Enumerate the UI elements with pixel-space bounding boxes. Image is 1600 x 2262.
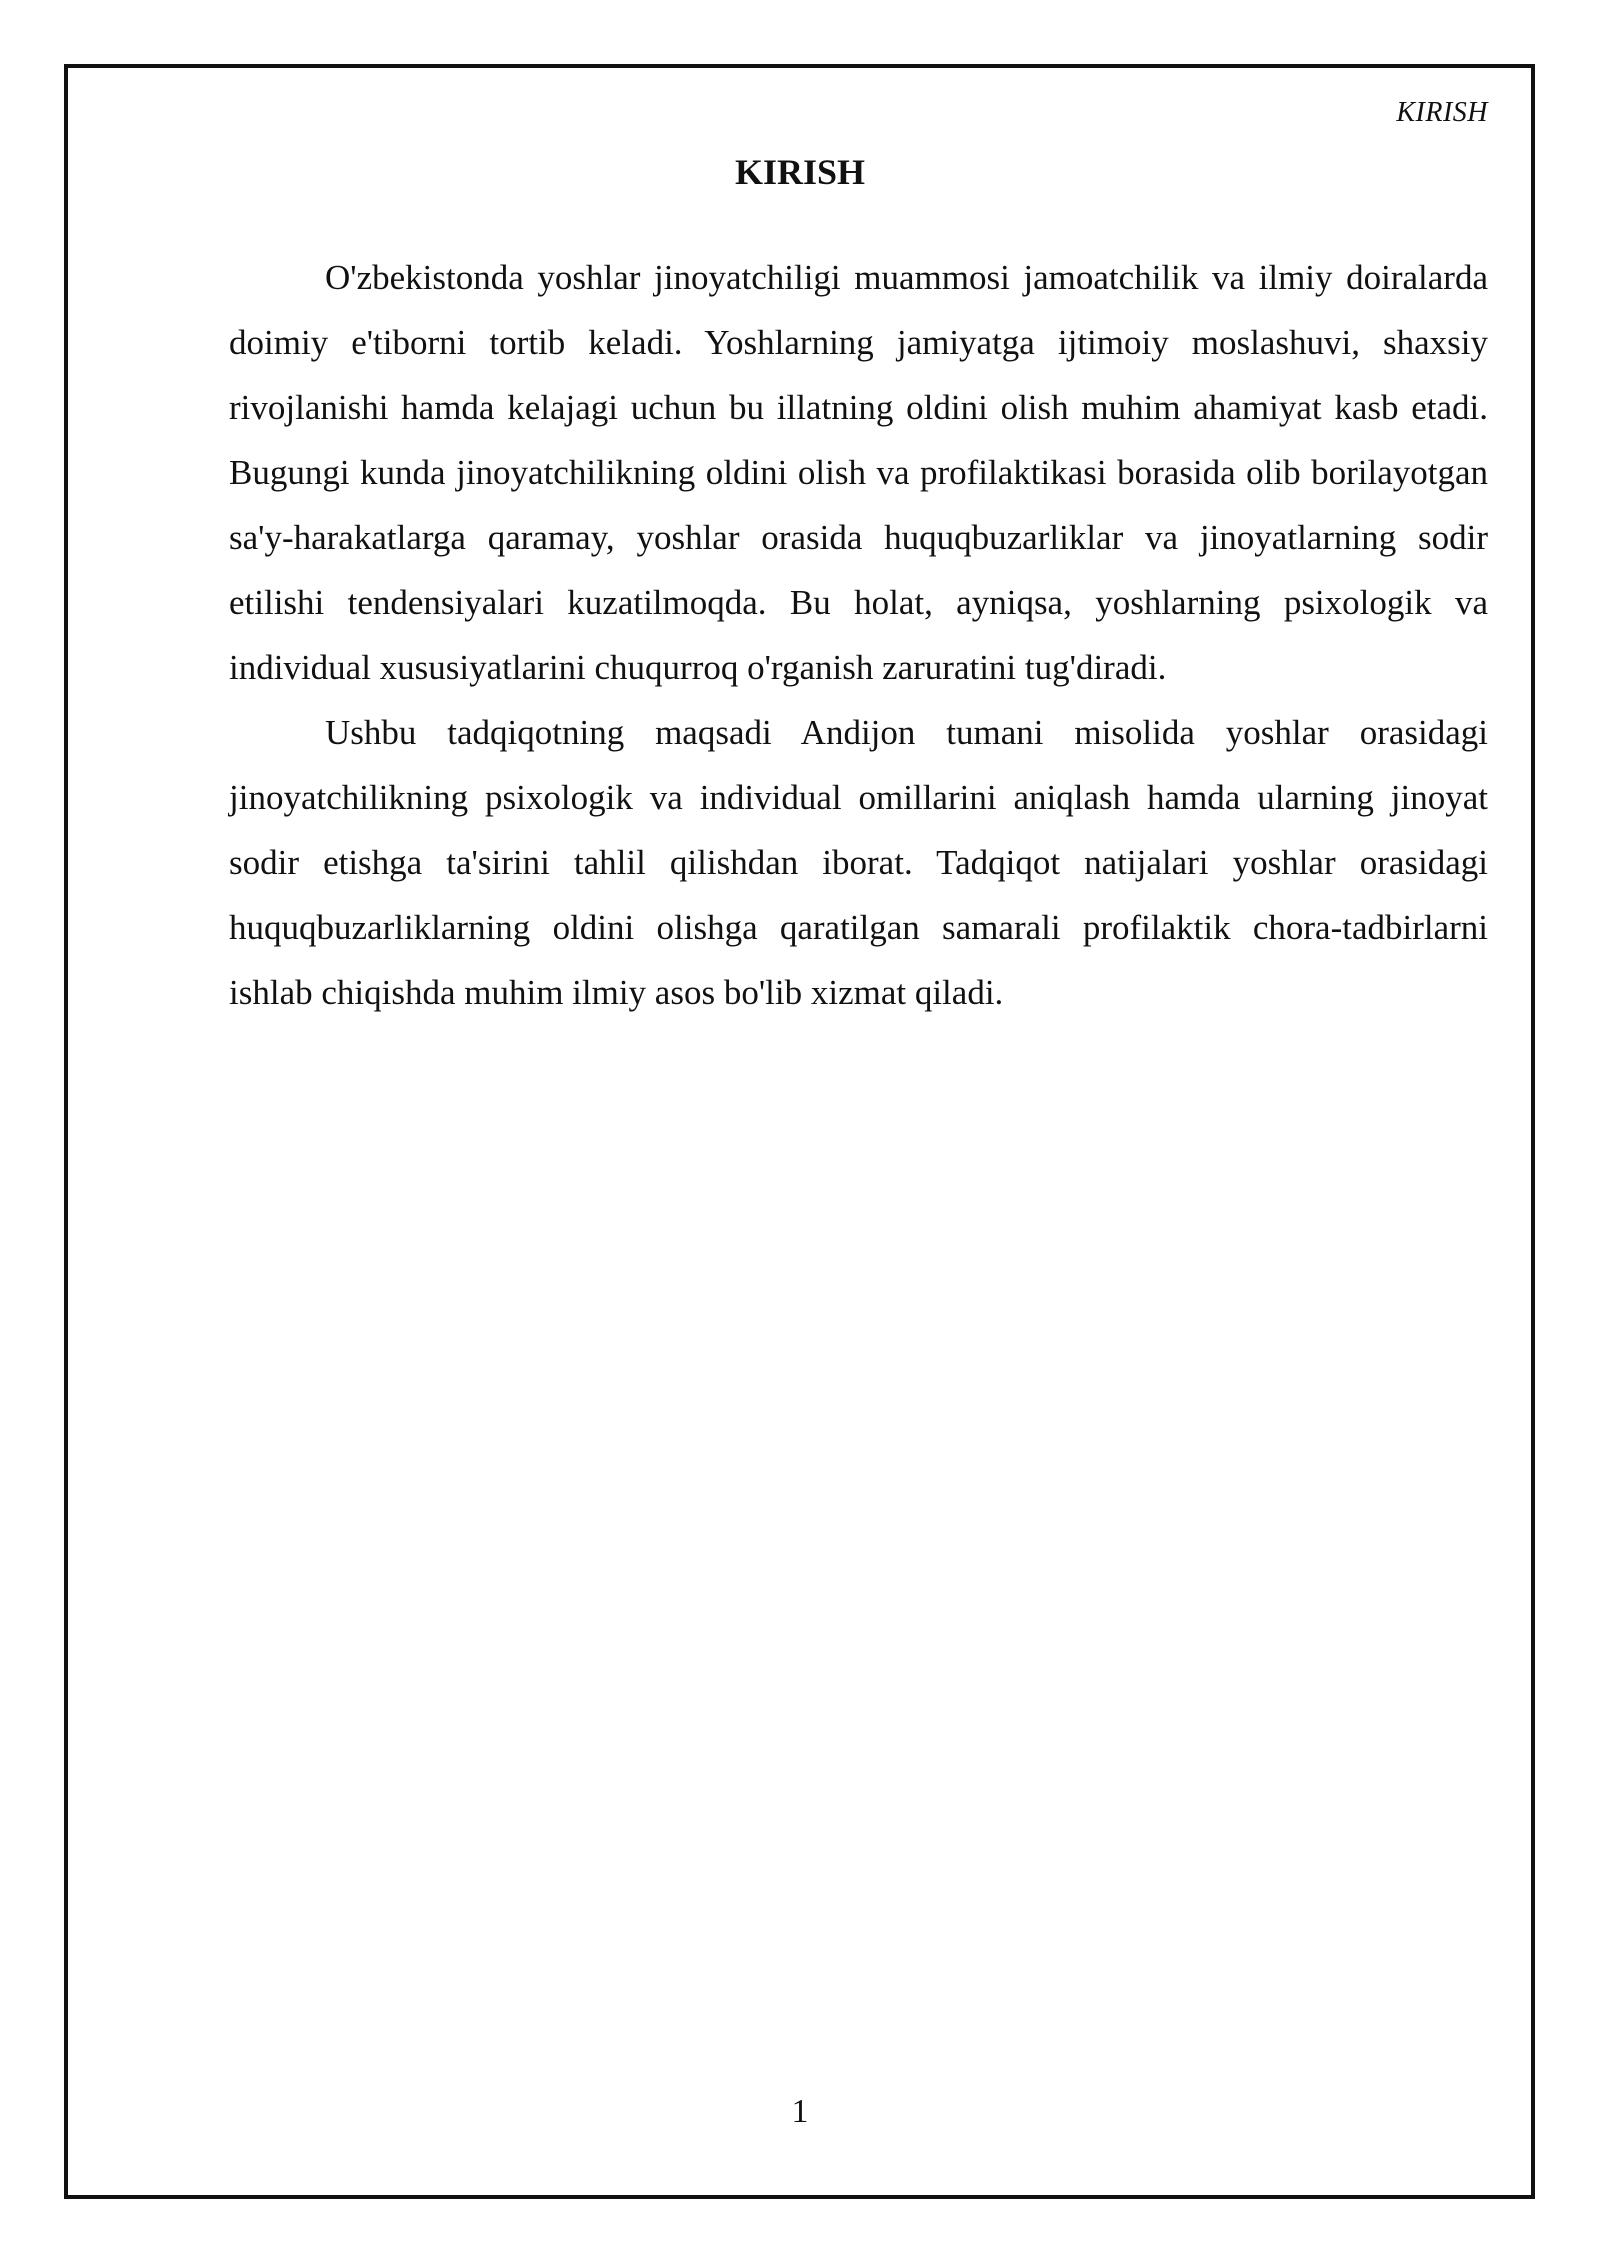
page-number: 1 [791, 2093, 809, 2130]
running-header: KIRISH [1396, 97, 1488, 128]
section-title: KIRISH [734, 152, 866, 192]
paragraph-intro: O'zbekistonda yoshlar jinoyatchiligi muammosi jamoatchilik va ilmiy doiralarda doimiy e'tiborni tortib keladi. Yoshlarning jamiyatga ijtimoiy moslashuvi, shaxsiy rivojlanishi hamda kelajagi uchun bu illatning oldini olish muhim ahamiyat kasb etadi. Bugungi kunda jinoyatchilikning oldini olish va profilaktikasi borasida olib borilayotgan sa'y-harakatlarga qaramay, yoshlar orasida huquqbuzarliklar va jinoyatlarning sodir etilishi tendensiyalari kuzatilmoqda. Bu holat, ayniqsa, yoshlarning psixologik va individual xususiyatlarini chuqurroq o'rganish zaruratini tug'diradi. [229, 258, 1488, 687]
paragraph-aim: Ushbu tadqiqotning maqsadi Andijon tumani misolida yoshlar orasidagi jinoyatchilikning psixologik va individual omillarini aniqlash hamda ularning jinoyat sodir etishga ta'sirini tahlil qilishdan iborat. Tadqiqot natijalari yoshlar orasidagi huquqbuzarliklarning oldini olishga qaratilgan samarali profilaktik chora-tadbirlarni ishlab chiqishda muhim ilmiy asos bo'lib xizmat qiladi. [229, 713, 1488, 1012]
body-text [229, 245, 1488, 1025]
